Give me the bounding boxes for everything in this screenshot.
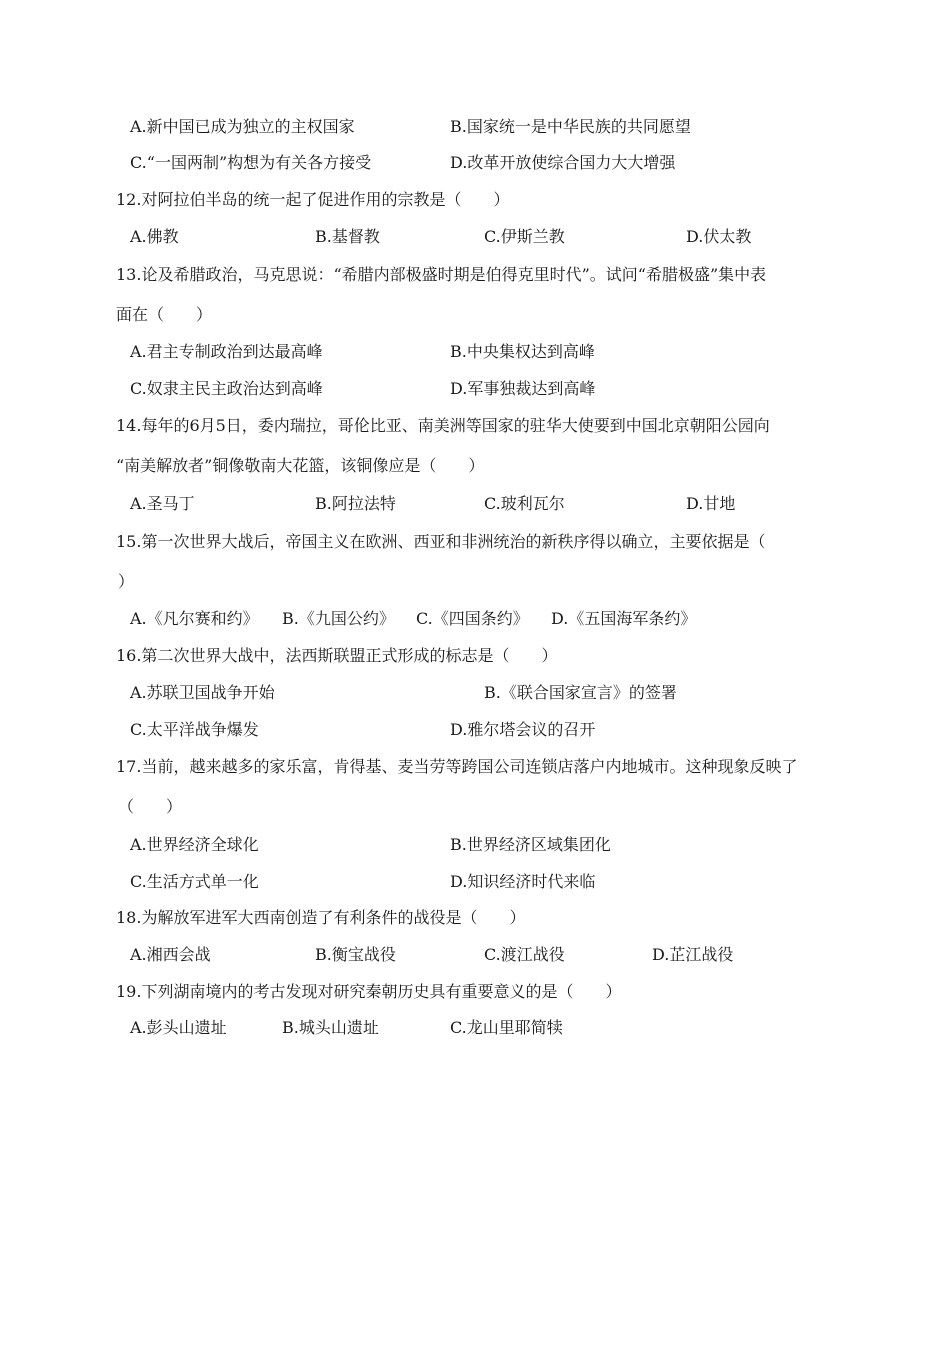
q13-stem-line-1: 13.论及希腊政治，马克思说：“希腊内部极盛时期是伯得克里时代”。试问“希腊极盛”集中表 — [116, 265, 767, 284]
q13-option-c: C.奴隶主民主政治达到高峰 — [130, 379, 323, 398]
q19-option-b: B.城头山遗址 — [282, 1018, 379, 1037]
q16-option-a: A.苏联卫国战争开始 — [130, 683, 275, 702]
q13-option-a: A.君主专制政治到达最高峰 — [130, 342, 323, 361]
q11-option-b: B.国家统一是中华民族的共同愿望 — [450, 117, 691, 136]
q12-option-c: C.伊斯兰教 — [484, 227, 565, 246]
q12-option-b: B.基督教 — [315, 227, 380, 246]
q11-option-a: A.新中国已成为独立的主权国家 — [130, 117, 355, 136]
q17-stem-line-2: （ ） — [118, 797, 183, 816]
q14-option-a: A.圣马丁 — [130, 494, 195, 513]
q16-stem: 16.第二次世界大战中，法西斯联盟正式形成的标志是（ ） — [116, 646, 558, 665]
q13-stem-line-2: 面在（ ） — [116, 305, 213, 324]
q17-option-c: C.生活方式单一化 — [130, 872, 259, 891]
q14-option-d: D.甘地 — [686, 494, 736, 513]
q14-stem-line-1: 14.每年的6月5日，委内瑞拉，哥伦比亚、南美洲等国家的驻华大使要到中国北京朝阳公园向 — [116, 416, 770, 435]
q14-stem-line-2: “南美解放者”铜像敬南大花篮，该铜像应是（ ） — [116, 456, 485, 475]
q15-option-b: B.《九国公约》 — [282, 609, 395, 628]
q18-option-a: A.湘西会战 — [130, 945, 211, 964]
q12-stem: 12.对阿拉伯半岛的统一起了促进作用的宗教是（ ） — [116, 190, 510, 209]
q16-option-b: B.《联合国家宣言》的签署 — [484, 683, 677, 702]
q17-option-d: D.知识经济时代来临 — [450, 872, 596, 891]
q13-option-d: D.军事独裁达到高峰 — [450, 379, 596, 398]
q16-option-d: D.雅尔塔会议的召开 — [450, 720, 596, 739]
q12-option-d: D.伏太教 — [686, 227, 752, 246]
q15-stem-line-2: ） — [118, 572, 135, 591]
q17-option-b: B.世界经济区域集团化 — [450, 835, 611, 854]
q16-option-c: C.太平洋战争爆发 — [130, 720, 259, 739]
q11-option-c: C.“一国两制”构想为有关各方接受 — [130, 153, 372, 172]
q19-stem: 19.下列湖南境内的考古发现对研究秦朝历史具有重要意义的是（ ） — [116, 982, 622, 1001]
q15-stem-line-1: 15.第一次世界大战后，帝国主义在欧洲、西亚和非洲统治的新秩序得以确立，主要依据是（ — [116, 532, 766, 551]
q11-option-d: D.改革开放使综合国力大大增强 — [450, 153, 676, 172]
q13-option-b: B.中央集权达到高峰 — [450, 342, 595, 361]
q15-option-d: D.《五国海军条约》 — [551, 609, 697, 628]
q18-option-d: D.芷江战役 — [652, 945, 734, 964]
q15-option-c: C.《四国条约》 — [416, 609, 529, 628]
q15-option-a: A.《凡尔赛和约》 — [130, 609, 259, 628]
q14-option-c: C.玻利瓦尔 — [484, 494, 565, 513]
q19-option-c: C.龙山里耶简犊 — [450, 1018, 563, 1037]
q17-stem-line-1: 17.当前，越来越多的家乐富，肯得基、麦当劳等跨国公司连锁店落户内地城市。这种现象反映了 — [116, 757, 798, 776]
q17-option-a: A.世界经济全球化 — [130, 835, 259, 854]
q14-option-b: B.阿拉法特 — [315, 494, 396, 513]
q18-option-b: B.衡宝战役 — [315, 945, 396, 964]
q18-option-c: C.渡江战役 — [484, 945, 565, 964]
q12-option-a: A.佛教 — [130, 227, 179, 246]
q18-stem: 18.为解放军进军大西南创造了有利条件的战役是（ ） — [116, 908, 526, 927]
q19-option-a: A.彭头山遗址 — [130, 1018, 227, 1037]
